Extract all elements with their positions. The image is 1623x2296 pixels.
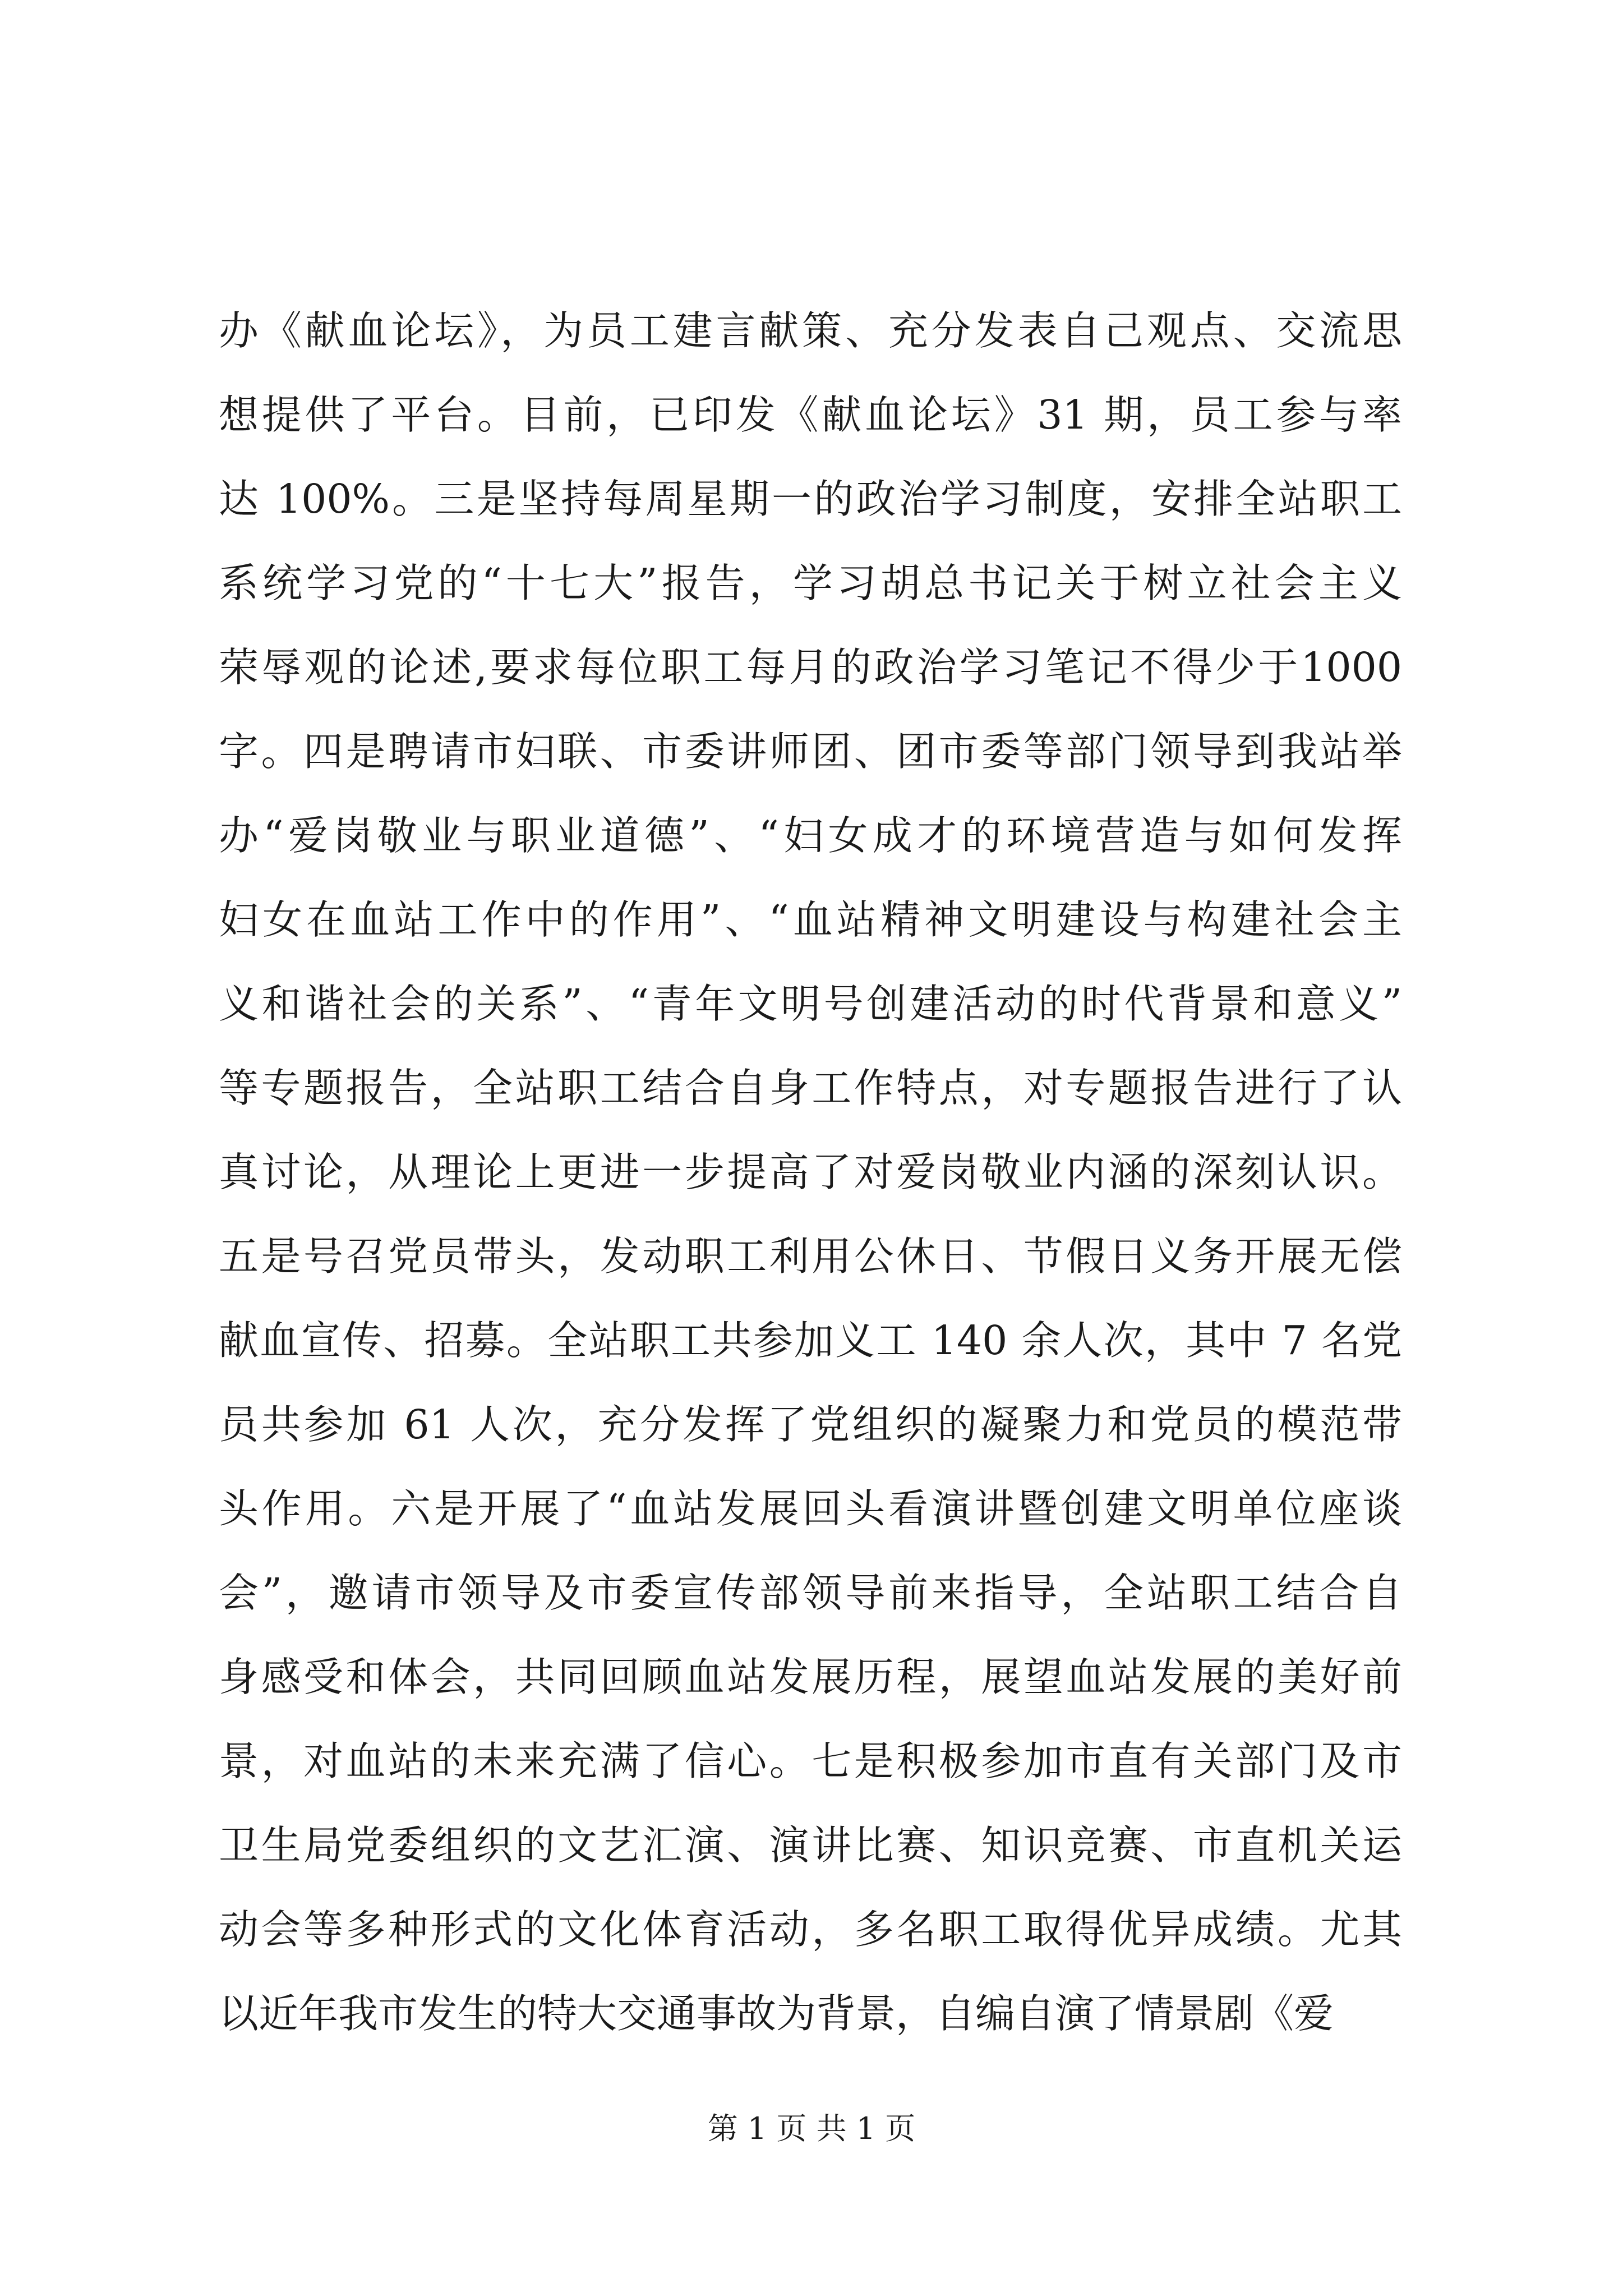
- text-line: 真讨论，从理论上更进一步提高了对爱岗敬业内涵的深刻认识。: [219, 1149, 1402, 1195]
- text-line: 身感受和体会，共同回顾血站发展历程，展望血站发展的美好前: [219, 1654, 1402, 1700]
- text-line: 以近年我市发生的特大交通事故为背景，自编自演了情景剧《爱: [219, 1990, 1334, 2037]
- text-line: 会”，邀请市领导及市委宣传部领导前来指导，全站职工结合自: [219, 1570, 1402, 1616]
- text-line: 景，对血站的未来充满了信心。七是积极参加市直有关部门及市: [219, 1738, 1402, 1784]
- text-line: 妇女在血站工作中的作用”、“血站精神文明建设与构建社会主: [219, 896, 1402, 943]
- text-line: 办《献血论坛》，为员工建言献策、充分发表自己观点、交流思: [219, 307, 1402, 354]
- text-line: 卫生局党委组织的文艺汇演、演讲比赛、知识竞赛、市直机关运: [219, 1822, 1402, 1869]
- page-footer: [0, 2109, 1623, 2148]
- body-text: [219, 289, 1402, 2056]
- text-line: 义和谐社会的关系”、“青年文明号创建活动的时代背景和意义”: [219, 981, 1402, 1027]
- text-line: 荣辱观的论述,要求每位职工每月的政治学习笔记不得少于1000: [219, 644, 1402, 691]
- text-line: 办“爱岗敬业与职业道德”、“妇女成才的环境营造与如何发挥: [219, 812, 1402, 859]
- text-line: 等专题报告，全站职工结合自身工作特点，对专题报告进行了认: [219, 1065, 1402, 1111]
- text-line: 员共参加 61 人次，充分发挥了党组织的凝聚力和党员的模范带: [219, 1401, 1402, 1448]
- text-line: 献血宣传、招募。全站职工共参加义工 140 余人次，其中 7 名党: [219, 1317, 1402, 1364]
- text-line: 想提供了平台。目前，已印发《献血论坛》31 期，员工参与率: [219, 392, 1402, 438]
- text-line: 达 100%。三是坚持每周星期一的政治学习制度，安排全站职工: [219, 476, 1402, 522]
- text-line: 系统学习党的“十七大”报告，学习胡总书记关于树立社会主义: [219, 560, 1402, 606]
- page-number-label: 第 1 页 共 1 页: [707, 2111, 916, 2146]
- text-line: 动会等多种形式的文化体育活动，多名职工取得优异成绩。尤其: [219, 1906, 1402, 1953]
- text-line: 字。四是聘请市妇联、市委讲师团、团市委等部门领导到我站举: [219, 728, 1402, 775]
- text-line: 头作用。六是开展了“血站发展回头看演讲暨创建文明单位座谈: [219, 1485, 1402, 1532]
- text-line: 五是号召党员带头，发动职工利用公休日、节假日义务开展无偿: [219, 1233, 1402, 1280]
